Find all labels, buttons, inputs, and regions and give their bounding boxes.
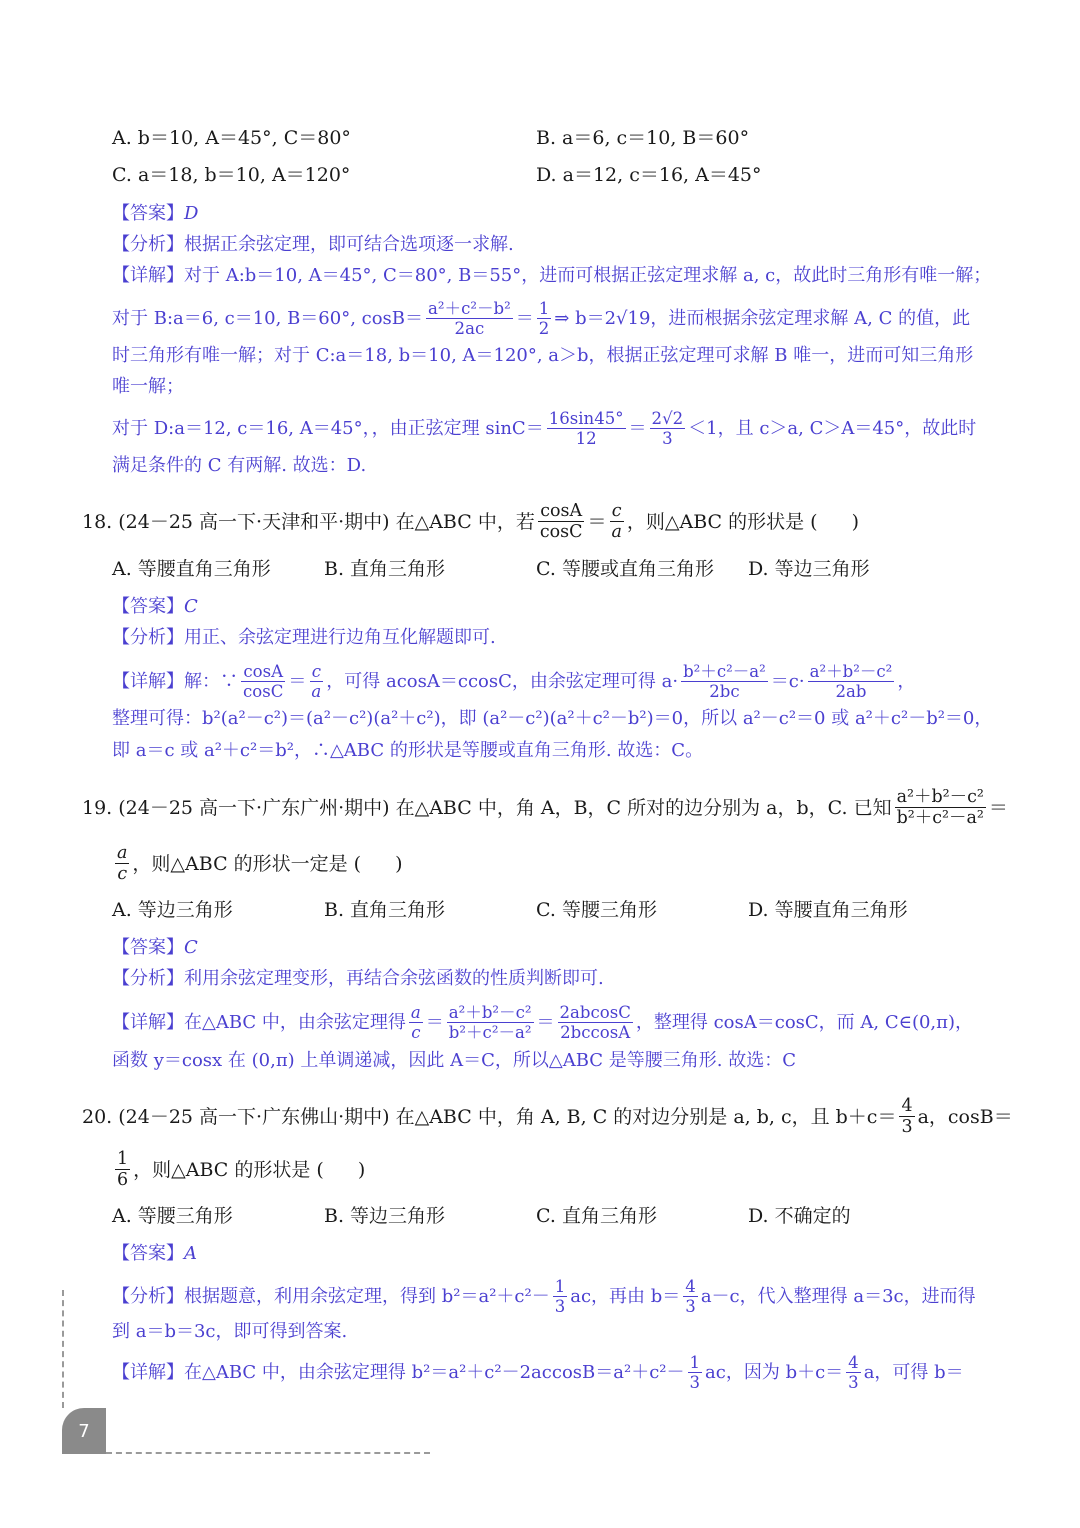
detail-text: ，整理得 cosA＝cosC，而 A, C∈(0,π)， xyxy=(635,1011,973,1033)
fraction xyxy=(808,663,895,701)
fraction xyxy=(547,410,626,448)
page-number-badge xyxy=(62,1408,106,1454)
equals-sign: ＝ xyxy=(288,670,307,692)
fraction-denominator: a xyxy=(611,522,622,543)
fraction-numerator: a xyxy=(117,843,128,863)
question-text: 20. (24－25 高一下·广东佛山·期中) 在△ABC 中，角 A, B, C 的对边分别是 a, b, c，且 b＋c＝ xyxy=(82,1105,897,1128)
fraction xyxy=(447,1004,534,1042)
fraction-denominator: cosC xyxy=(243,682,284,702)
q19-detail-line-1 xyxy=(112,1004,973,1042)
fraction xyxy=(553,1278,568,1316)
q19-stem-line-2 xyxy=(112,844,403,884)
fraction-numerator: 2abcosC xyxy=(559,1003,631,1022)
fraction-numerator: 16sin45° xyxy=(548,409,624,428)
fraction xyxy=(558,1004,633,1042)
q19-answer xyxy=(112,934,198,962)
equals-sign: ＝ xyxy=(425,1011,444,1033)
q17-option-b: B. a＝6, c＝10, B＝60° xyxy=(536,127,750,149)
fraction-denominator: b²＋c²－a² xyxy=(448,1023,532,1043)
q18-option-a: A. 等腰直角三角形 xyxy=(112,558,271,580)
fraction-numerator: cosA xyxy=(540,501,583,521)
fraction-numerator: 4 xyxy=(685,1277,696,1296)
q20-option-d: D. 不确定的 xyxy=(748,1205,851,1227)
answer-tag: 【答案】 xyxy=(112,596,184,617)
question-text: 19. (24－25 高一下·广东广州·期中) 在△ABC 中，角 A，B，C 所对的边分别为 a，b，C. 已知 xyxy=(82,796,892,819)
fraction-numerator: cosA xyxy=(243,662,284,681)
fraction-denominator: cosC xyxy=(539,522,583,543)
fraction xyxy=(650,410,686,448)
answer-value: D xyxy=(184,203,199,224)
fraction-denominator: 2 xyxy=(538,319,550,339)
analysis-tag: 【分析】 xyxy=(112,234,184,255)
q17-detail-line-1 xyxy=(112,262,991,290)
detail-text: ， xyxy=(897,670,916,692)
detail-text: 对于 D:a＝12, c＝16, A＝45°，，由正弦定理 sinC＝ xyxy=(112,417,544,439)
q19-analysis xyxy=(112,965,604,993)
analysis-text: a－c，代入整理得 a＝3c，进而得 xyxy=(700,1285,976,1307)
q18-option-b: B. 直角三角形 xyxy=(324,558,446,580)
equals-sign: ＝c· xyxy=(770,670,805,692)
detail-text: a，可得 b＝ xyxy=(863,1361,964,1383)
q18-answer xyxy=(112,593,198,621)
answer-tag: 【答案】 xyxy=(112,937,184,958)
equals-sign: ＝ xyxy=(587,510,607,533)
fraction xyxy=(681,663,768,701)
answer-tag: 【答案】 xyxy=(112,1243,184,1264)
fraction xyxy=(409,1004,423,1042)
fraction-numerator: a xyxy=(410,1003,421,1022)
q20-analysis-line-2: 到 a＝b＝3c，即可得到答案. xyxy=(112,1321,348,1342)
detail-tag: 【详解】 xyxy=(112,670,184,692)
detail-text: 解：∵ xyxy=(184,670,238,692)
fraction-denominator: a xyxy=(311,682,322,702)
fraction-numerator: 1 xyxy=(554,1277,566,1296)
answer-tag: 【答案】 xyxy=(112,203,184,224)
fraction-denominator: 3 xyxy=(689,1373,701,1393)
q19-option-a: A. 等边三角形 xyxy=(112,899,233,921)
fraction-denominator: 3 xyxy=(662,429,673,449)
footer-dashed-border-vertical xyxy=(62,1290,64,1408)
q18-stem xyxy=(82,502,859,542)
fraction-numerator: c xyxy=(311,662,321,681)
analysis-text: 用正、余弦定理进行边角互化解题即可. xyxy=(184,627,496,648)
fraction-numerator: b²＋c²－a² xyxy=(683,662,766,681)
fraction-denominator: 3 xyxy=(554,1297,566,1317)
q17-detail-line-2 xyxy=(112,300,970,338)
q18-detail-line-2: 整理可得：b²(a²－c²)＝(a²－c²)(a²＋c²)，即 (a²－c²)(a²＋c²－b²)＝0，所以 a²－c²＝0 或 a²＋c²－b²＝0， xyxy=(112,708,993,729)
q19-detail-line-2: 函数 y＝cosx 在 (0,π) 上单调递减，因此 A＝C，所以△ABC 是等腰三角形. 故选：C xyxy=(112,1050,797,1071)
detail-tag: 【详解】 xyxy=(112,1011,184,1033)
question-text: a，cosB＝ xyxy=(917,1105,1013,1128)
fraction xyxy=(537,300,552,338)
fraction-numerator: 4 xyxy=(901,1096,913,1116)
fraction xyxy=(846,1354,861,1392)
fraction xyxy=(895,788,986,828)
q20-option-a: A. 等腰三角形 xyxy=(112,1205,233,1227)
q17-option-c: C. a＝18, b＝10, A＝120° xyxy=(112,164,351,186)
q20-stem-line-1 xyxy=(82,1097,1013,1137)
fraction-numerator: 4 xyxy=(848,1353,859,1372)
q20-detail-line-1 xyxy=(112,1354,964,1392)
answer-value: C xyxy=(184,596,198,617)
fraction xyxy=(538,502,585,542)
detail-text: ⇒ b＝2√19，进而根据余弦定理求解 A, C 的值，此 xyxy=(554,307,971,329)
fraction-denominator: 12 xyxy=(575,429,597,449)
equals-sign: ＝ xyxy=(536,1011,555,1033)
analysis-text: 利用余弦定理变形，再结合余弦函数的性质判断即可. xyxy=(184,968,604,989)
fraction xyxy=(115,844,129,884)
fraction-numerator: 2√2 xyxy=(651,409,684,428)
fraction-numerator: a²＋b²－c² xyxy=(809,662,893,681)
analysis-text: 根据正余弦定理，即可结合选项逐一求解. xyxy=(184,234,514,255)
q18-option-c: C. 等腰或直角三角形 xyxy=(536,558,714,580)
page-number: 7 xyxy=(78,1420,90,1442)
q17-detail-line-3: 时三角形有唯一解；对于 C:a＝18, b＝10, A＝120°, a＞b，根据正弦定理可求解 B 唯一，进而可知三角形 xyxy=(112,345,974,366)
detail-text: 对于 B:a＝6, c＝10, B＝60°, cosB＝ xyxy=(112,307,424,329)
q18-option-d: D. 等边三角形 xyxy=(748,558,870,580)
fraction-numerator: 1 xyxy=(117,1149,129,1169)
fraction xyxy=(899,1097,914,1137)
fraction-denominator: 2bccosA xyxy=(560,1023,631,1043)
fraction xyxy=(683,1278,698,1316)
fraction xyxy=(426,300,513,338)
q18-detail-line-1 xyxy=(112,663,915,701)
fraction-numerator: a²＋b²－c² xyxy=(896,787,984,807)
q19-stem-line-1 xyxy=(82,788,1008,828)
q20-answer xyxy=(112,1240,197,1268)
question-text: 18. (24－25 高一下·天津和平·期中) 在△ABC 中，若 xyxy=(82,510,535,533)
analysis-text: 根据题意，利用余弦定理，得到 b²＝a²＋c²－ xyxy=(184,1285,550,1307)
analysis-text: ac，再由 b＝ xyxy=(570,1285,681,1307)
q17-detail-line-6: 满足条件的 C 有两解. 故选：D. xyxy=(112,455,367,476)
q20-analysis-line-1 xyxy=(112,1278,976,1316)
fraction-denominator: 3 xyxy=(848,1373,859,1393)
question-text: ) xyxy=(851,510,860,533)
q17-detail-line-5 xyxy=(112,410,976,448)
analysis-tag: 【分析】 xyxy=(112,627,184,648)
detail-text: 在△ABC 中，由余弦定理得 xyxy=(184,1011,406,1033)
equals-sign: ＝ xyxy=(515,307,534,329)
fraction xyxy=(688,1354,703,1392)
detail-tag: 【详解】 xyxy=(112,1361,184,1383)
question-text: ) xyxy=(395,852,403,875)
fraction-denominator: 2bc xyxy=(709,682,740,702)
q18-detail-line-3: 即 a＝c 或 a²＋c²＝b²，∴△ABC 的形状是等腰或直角三角形. 故选：C。 xyxy=(112,740,704,761)
fraction-denominator: 6 xyxy=(117,1170,129,1191)
q17-answer xyxy=(112,200,198,228)
fraction-denominator: 2ac xyxy=(454,319,485,339)
answer-value: C xyxy=(184,937,198,958)
q17-analysis xyxy=(112,231,514,259)
equals-sign: ＝ xyxy=(988,796,1008,819)
fraction-numerator: a²＋b²－c² xyxy=(448,1003,532,1022)
detail-text: 在△ABC 中，由余弦定理得 b²＝a²＋c²－2accosB＝a²＋c²－ xyxy=(184,1361,685,1383)
question-text: ，则△ABC 的形状一定是 ( xyxy=(132,852,362,875)
detail-text: 对于 A:b＝10, A＝45°, C＝80°, B＝55°，进而可根据正弦定理求解 a, c，故此时三角形有唯一解； xyxy=(184,265,992,286)
analysis-tag: 【分析】 xyxy=(112,968,184,989)
answer-value: A xyxy=(184,1243,197,1264)
detail-text: ＜1，且 c＞a, C＞A＝45°，故此时 xyxy=(688,417,977,439)
equals-sign: ＝ xyxy=(628,417,647,439)
detail-text: ac，因为 b＋c＝ xyxy=(705,1361,844,1383)
fraction-numerator: c xyxy=(611,501,622,521)
fraction-denominator: c xyxy=(411,1023,421,1043)
fraction-numerator: 1 xyxy=(538,299,550,318)
q19-option-c: C. 等腰三角形 xyxy=(536,899,657,921)
q20-option-c: C. 直角三角形 xyxy=(536,1205,657,1227)
q20-stem-line-2 xyxy=(112,1150,365,1190)
fraction-denominator: c xyxy=(117,864,128,885)
fraction-numerator: a²＋c²－b² xyxy=(428,299,511,318)
detail-text: ，可得 acosA＝ccosC，由余弦定理可得 a· xyxy=(326,670,679,692)
q17-option-d: D. a＝12, c＝16, A＝45° xyxy=(536,164,762,186)
q20-option-b: B. 等边三角形 xyxy=(324,1205,446,1227)
fraction-denominator: 2ab xyxy=(835,682,867,702)
fraction xyxy=(115,1150,130,1190)
analysis-tag: 【分析】 xyxy=(112,1285,184,1307)
fraction-denominator: 3 xyxy=(901,1117,913,1138)
q19-option-b: B. 直角三角形 xyxy=(324,899,446,921)
q19-option-d: D. 等腰直角三角形 xyxy=(748,899,908,921)
q17-detail-line-4: 唯一解； xyxy=(112,376,184,397)
fraction xyxy=(241,663,285,701)
detail-tag: 【详解】 xyxy=(112,265,184,286)
q18-analysis xyxy=(112,624,496,652)
fraction-numerator: 1 xyxy=(689,1353,701,1372)
fraction-denominator: 3 xyxy=(685,1297,696,1317)
fraction-denominator: b²＋c²－a² xyxy=(896,808,984,829)
question-text: ，则△ABC 的形状是 ( xyxy=(133,1158,324,1181)
question-text: ) xyxy=(357,1158,366,1181)
q17-option-a: A. b＝10, A＝45°, C＝80° xyxy=(112,127,351,149)
footer-dashed-border-horizontal xyxy=(106,1452,430,1454)
question-text: ，则△ABC 的形状是 ( xyxy=(626,510,818,533)
fraction xyxy=(609,502,623,542)
fraction xyxy=(309,663,323,701)
